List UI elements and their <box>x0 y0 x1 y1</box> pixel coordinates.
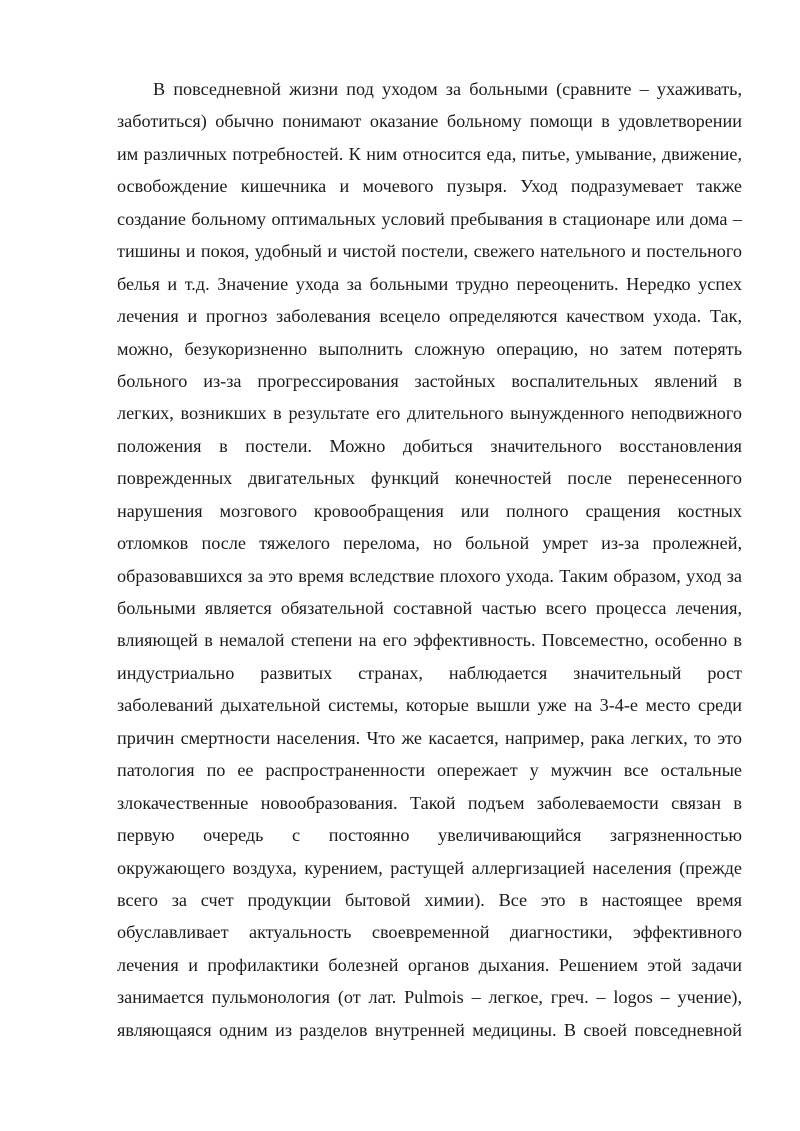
text-line: им различных потребностей. К ним относится еда, питье, умывание, движение, <box>117 143 742 164</box>
text-line: обуславливает актуальность своевременной диагностики, эффективного <box>117 922 742 943</box>
text-line: образовавшихся за это время вследствие плохого ухода. Таким образом, уход за <box>117 565 742 586</box>
text-line: освобождение кишечника и мочевого пузыря. Уход подразумевает также <box>117 176 742 197</box>
text-line: являющаяся одним из разделов внутренней медицины. В своей повседневной <box>117 1019 742 1040</box>
text-line: лечения и профилактики болезней органов дыхания. Решением этой задачи <box>117 954 742 975</box>
text-line: можно, безукоризненно выполнить сложную операцию, но затем потерять <box>117 338 742 359</box>
text-line: патология по ее распространенности опережает у мужчин все остальные <box>117 760 742 781</box>
text-line: окружающего воздуха, курением, растущей аллергизацией населения (прежде <box>117 857 742 878</box>
text-line: нарушения мозгового кровообращения или полного сращения костных <box>117 500 742 521</box>
text-line: больного из-за прогрессирования застойных воспалительных явлений в <box>117 370 742 391</box>
text-line: лечения и прогноз заболевания всецело определяются качеством ухода. Так, <box>117 306 742 327</box>
text-line: отломков после тяжелого перелома, но больной умрет из-за пролежней, <box>117 533 742 554</box>
text-line: В повседневной жизни под уходом за больными (сравните – ухаживать, <box>153 79 742 99</box>
text-line: легких, возникших в результате его длительного вынужденного неподвижного <box>117 403 742 424</box>
text-line: занимается пульмонология (от лат. Pulmois – легкое, греч. – logos – учение), <box>117 987 742 1008</box>
text-line: больными является обязательной составной частью всего процесса лечения, <box>117 598 742 618</box>
text-line: тишины и покоя, удобный и чистой постели, свежего нательного и постельного <box>117 241 742 262</box>
text-line: злокачественные новообразования. Такой подъем заболеваемости связан в <box>117 792 742 813</box>
text-line: белья и т.д. Значение ухода за больными трудно переоценить. Нередко успех <box>117 273 742 294</box>
text-line: первую очередь с постоянно увеличивающийся загрязненностью <box>117 825 742 846</box>
text-line: влияющей в немалой степени на его эффективность. Повсеместно, особенно в <box>117 630 742 651</box>
text-line: поврежденных двигательных функций конечностей после перенесенного <box>117 468 742 489</box>
text-line: заботиться) обычно понимают оказание больному помощи в удовлетворении <box>117 111 742 132</box>
text-line: причин смертности населения. Что же касается, например, рака легких, то это <box>117 727 742 748</box>
text-line: индустриально развитых странах, наблюдается значительный рост <box>117 662 742 683</box>
text-line: заболеваний дыхательной системы, которые вышли уже на 3-4-е место среди <box>117 695 742 716</box>
document-page <box>117 73 742 1046</box>
text-line: всего за счет продукции бытовой химии). Все это в настоящее время <box>117 889 742 910</box>
text-line: положения в постели. Можно добиться значительного восстановления <box>117 435 742 456</box>
text-line: создание больному оптимальных условий пребывания в стационаре или дома – <box>117 208 742 229</box>
